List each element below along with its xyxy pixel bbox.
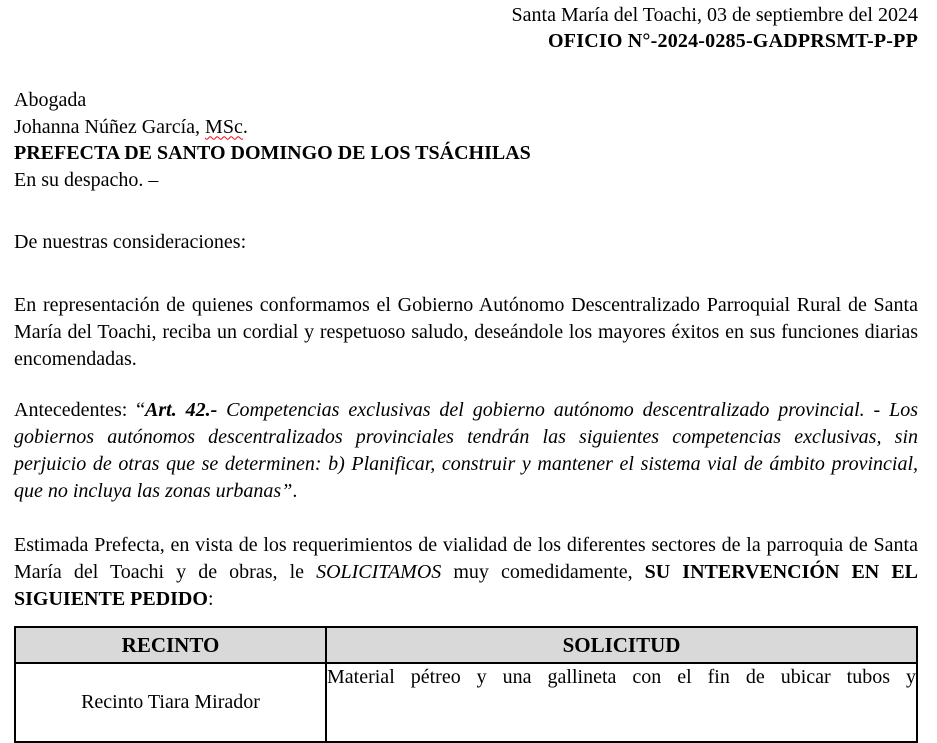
recipient-position: PREFECTA DE SANTO DOMINGO DE LOS TSÁCHILAS: [14, 142, 531, 164]
oficio-number: OFICIO N°-2024-0285-GADPRSMT-P-PP: [548, 30, 918, 52]
article-quote: Competencias exclusivas del gobierno autónomo descentralizado provincial. - Los gobiernos autónomos descentralizados provinciales tendrán las siguientes competencias exclusivas, sin perjuicio de otras que se determinen: b) Planificar, construir y mantener el sistema vial de ámbito provincial, que no incluya las zonas urbanas”: [14, 399, 918, 502]
request-text-mid: muy comedidamente,: [441, 561, 645, 583]
recipient-name-line: [14, 114, 918, 141]
recipient-credential: MSc: [205, 115, 243, 138]
paragraph-antecedentes: [14, 397, 918, 505]
recipient-title: Abogada: [14, 89, 87, 111]
table-header-row: [15, 627, 917, 663]
article-quote-period: .: [292, 480, 298, 502]
paragraph-request: [14, 532, 918, 613]
request-intervention: SU INTERVENCIÓN EN EL SIGUIENTE PEDIDO: [14, 561, 918, 610]
request-text-lead: Estimada Prefecta, en vista de los requerimientos de vialidad de los diferentes sectores de la parroquia de Santa María del Toachi y de obras, le: [14, 534, 918, 583]
recipient-name-period: .: [242, 115, 248, 138]
antecedentes-label: Antecedentes: “: [14, 399, 146, 421]
date-line: Santa María del Toachi, 03 de septiembre del 2024: [511, 4, 918, 26]
table-header-solicitud: SOLICITUD: [326, 627, 917, 663]
table-row: [15, 663, 917, 742]
letter-head: [14, 2, 918, 54]
paragraph-greeting: En representación de quienes conformamos el Gobierno Autónomo Descentralizado Parroquial Rural de Santa María del Toachi, reciba un cordial y respetuoso saludo, deseándole los mayores éxitos en sus funciones diarias encomendadas.: [14, 294, 918, 370]
article-number: Art. 42.-: [145, 399, 227, 421]
cell-recinto: Recinto Tiara Mirador: [15, 663, 326, 742]
salutation: De nuestras consideraciones:: [14, 231, 247, 253]
request-colon: :: [207, 588, 214, 610]
recipient-block: [14, 87, 918, 193]
recipient-dispatch: En su despacho. –: [14, 168, 159, 191]
recipient-name: Johanna Núñez García,: [14, 115, 206, 138]
request-solicitamos: SOLICITAMOS: [316, 561, 442, 583]
cell-solicitud: Material pétreo y una gallineta con el fin de ubicar tubos y: [326, 663, 917, 742]
table-header-recinto: RECINTO: [15, 627, 326, 663]
request-table: [14, 626, 918, 743]
